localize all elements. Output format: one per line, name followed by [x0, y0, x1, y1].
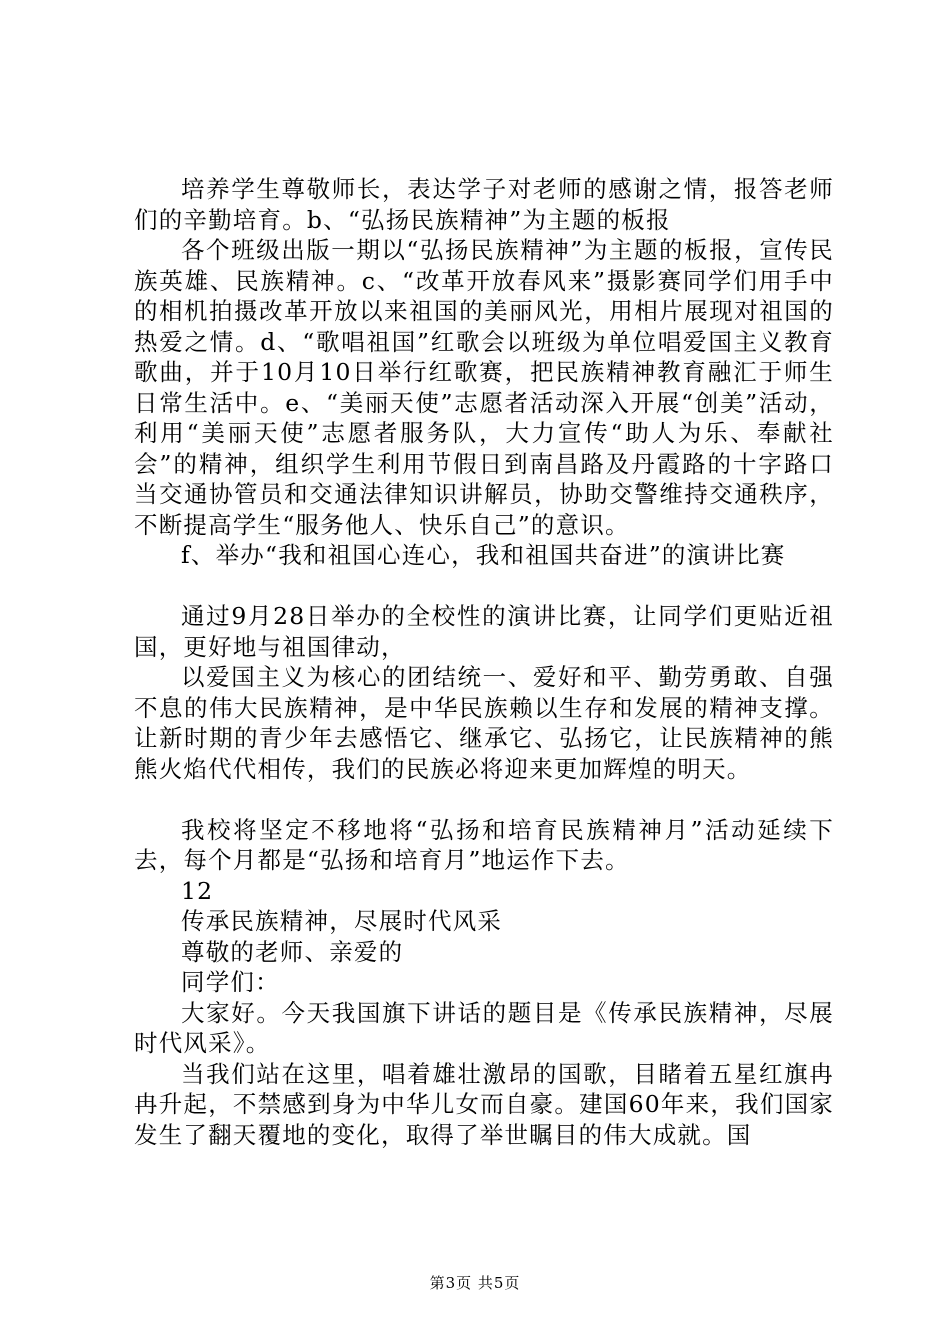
- paragraph: 大家好。今天我国旗下讲话的题目是《传承民族精神，尽展时代风采》。: [134, 998, 834, 1057]
- salutation: 同学们：: [181, 968, 280, 996]
- page-number-text: 12: [181, 876, 214, 905]
- paragraph: 当我们站在这里，唱着雄壮激昂的国歌，目睹着五星红旗冉冉升起，不禁感到身为中华儿女而自豪。建国60年来，我们国家发生了翻天覆地的变化，取得了举世瞩目的伟大成就。国: [134, 1059, 834, 1149]
- page-footer: 第3页 共5页: [429, 1274, 521, 1292]
- speech-title: 传承民族精神，尽展时代风采: [181, 907, 503, 935]
- paragraph: 培养学生尊敬师长，表达学子对老师的感谢之情，报答老师们的辛勤培育。b、“弘扬民族精神”为主题的板报: [134, 175, 834, 234]
- document-body: [134, 174, 834, 1150]
- paragraph: 各个班级出版一期以“弘扬民族精神”为主题的板报，宣传民族英雄、民族精神。c、“改革开放春风来”摄影赛同学们用手中的相机拍摄改革开放以来祖国的美丽风光，用相片展现对祖国的热爱之情。d、“歌唱祖国”红歌会以班级为单位唱爱国主义教育歌曲，并于10月10日举行红歌赛，把民族精神教育融汇于师生日常生活中。e、“美丽天使”志愿者活动深入开展“创美”活动，利用“美丽天使”志愿者服务队，大力宣传“助人为乐、奉献社会”的精神，组织学生利用节假日到南昌路及丹霞路的十字路口当交通协管员和交通法律知识讲解员，协助交警维持交通秩序，不断提高学生“服务他人、快乐自己”的意识。: [134, 236, 834, 539]
- paragraph: f、举办“我和祖国心连心，我和祖国共奋进”的演讲比赛: [181, 541, 786, 569]
- paragraph: 我校将坚定不移地将“弘扬和培育民族精神月”活动延续下去，每个月都是“弘扬和培育月”地运作下去。: [134, 815, 834, 874]
- paragraph: 通过9月28日举办的全校性的演讲比赛，让同学们更贴近祖国，更好地与祖国律动，: [134, 602, 834, 661]
- salutation: 尊敬的老师、亲爱的: [181, 937, 404, 966]
- paragraph: 以爱国主义为核心的团结统一、爱好和平、勤劳勇敢、自强不息的伟大民族精神，是中华民族赖以生存和发展的精神支撑。让新时期的青少年去感悟它、继承它、弘扬它，让民族精神的熊熊火焰代代相传，我们的民族必将迎来更加辉煌的明天。: [134, 663, 834, 783]
